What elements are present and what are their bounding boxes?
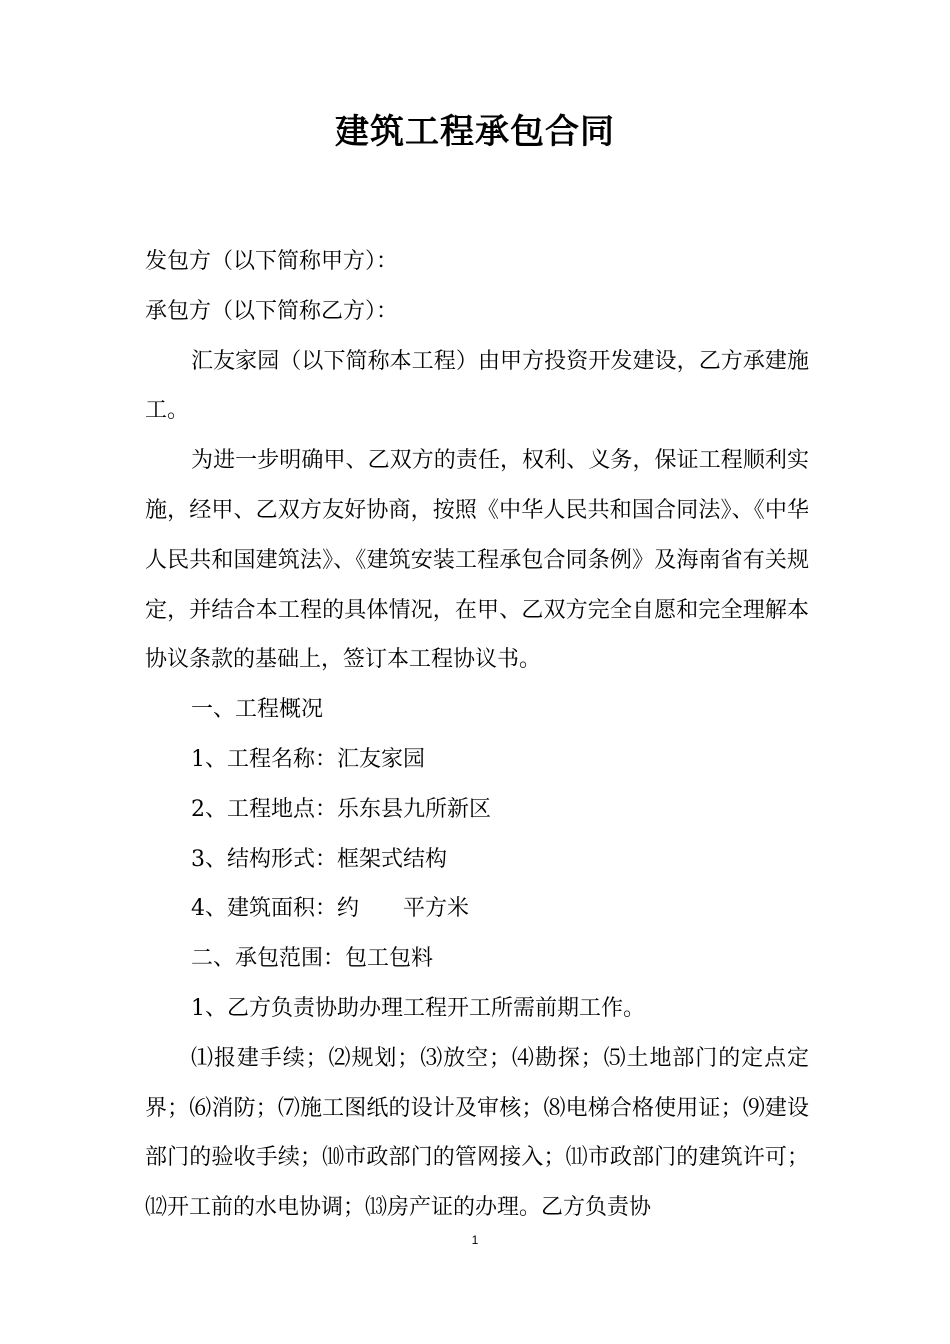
party-b-line: 承包方（以下简称乙方）： xyxy=(145,298,399,324)
project-intro-paragraph: 汇友家园（以下简称本工程）由甲方投资开发建设，乙方承建施工。 xyxy=(145,348,809,424)
page-number: 1 xyxy=(471,1233,479,1247)
document-body xyxy=(145,237,809,1233)
purpose-paragraph: 为进一步明确甲、乙双方的责任，权利、义务，保证工程顺利实施，经甲、乙双方友好协商，按照《中华人民共和国合同法》、《中华人民共和国建筑法》、《建筑安装工程承包合同条例》及海南省有关规定，并结合本工程的具体情况，在甲、乙双方完全自愿和完全理解本协议条款的基础上，签订本工程协议书。 xyxy=(145,448,809,673)
section-heading-overview: 一、工程概况 xyxy=(191,697,324,723)
project-location-item: 2、工程地点：乐东县九所新区 xyxy=(191,796,491,822)
section-heading-scope: 二、承包范围：包工包料 xyxy=(191,946,434,972)
building-area-item: 4、建筑面积：约 平方米 xyxy=(191,896,469,922)
project-name-item: 1、工程名称：汇友家园 xyxy=(191,746,425,772)
document-title: 建筑工程承包合同 xyxy=(335,112,615,152)
party-a-line: 发包方（以下简称甲方）： xyxy=(145,249,399,274)
scope-item-1: 1、乙方负责协助办理工程开工所需前期工作。 xyxy=(191,995,645,1021)
structure-type-item: 3、结构形式：框架式结构 xyxy=(191,846,447,872)
procedures-list-paragraph: ⑴报建手续；⑵规划；⑶放空；⑷勘探；⑸土地部门的定点定界；⑹消防；⑺施工图纸的设计及审核；⑻电梯合格使用证；⑼建设部门的验收手续；⑽市政部门的管网接入；⑾市政部门的建筑许可；⑿开工前的水电协调；⒀房产证的办理。乙方负责协 xyxy=(145,1045,809,1221)
